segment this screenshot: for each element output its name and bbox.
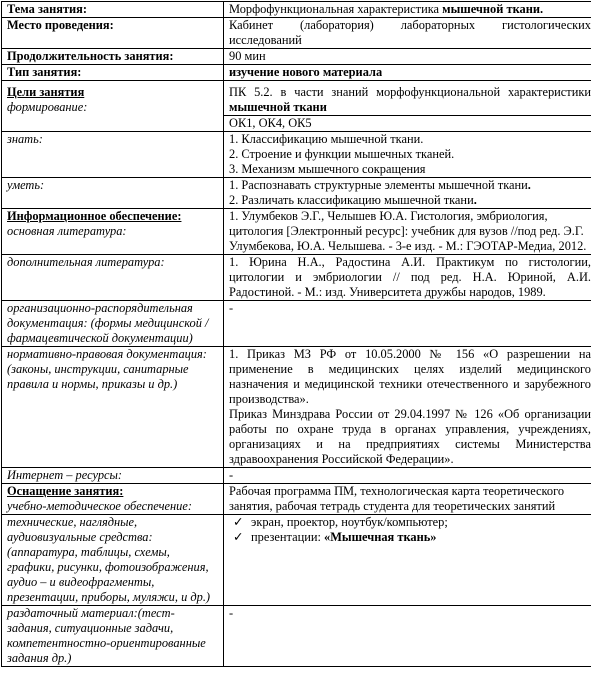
row-handout: [2, 606, 591, 667]
check-icon: ✓: [233, 530, 244, 544]
skill-item-text: 2. Различать классификацию мышечной ткани: [229, 193, 474, 207]
competencies-value: ОК1, ОК4, ОК5: [224, 116, 591, 132]
know-item: 1. Классификацию мышечной ткани.: [229, 132, 424, 146]
skill-item-period: .: [473, 193, 477, 207]
extra-lit-value: 1. Юрина Н.А., Радостина А.И. Практикум по гистологии, цитологии и эмбриологии // под ред. Н.А. Юриной, А.И. Радостиной. - М.: изд. Университета дружбы народов, 1989.: [224, 255, 591, 301]
skill-item: [229, 193, 591, 208]
row-know: [2, 132, 591, 178]
tech-item-bold: «Мышечная ткань»: [324, 530, 437, 544]
row-norm-docs: [2, 347, 591, 468]
info-value: 1. Улумбеков Э.Г., Челышев Ю.А. Гистология, эмбриология, цитология [Электронный ресурс]: учебник для вузов //под ред. Э.Г. Улумбекова, Ю.А. Челышева. - 3-е изд. - М.: ГЭОТАР-Медиа, 2012.: [224, 209, 591, 255]
org-docs-label: организационно-распорядительная документация: (формы медицинской /фармацевтической документации): [2, 301, 224, 347]
row-tech: [2, 515, 591, 606]
tech-item: [229, 530, 591, 545]
place-label: Место проведения:: [2, 18, 224, 49]
tech-item-text: презентации:: [251, 530, 325, 544]
type-label: Тип занятия:: [2, 65, 224, 81]
row-goals: [2, 81, 591, 116]
topic-value-bold: мышечной ткани.: [442, 2, 544, 16]
goals-value: [224, 81, 591, 116]
row-topic: [2, 2, 591, 18]
topic-label: Тема занятия:: [2, 2, 224, 18]
norm-docs-item: 1. Приказ МЗ РФ от 10.05.2000 № 156 «О разрешении на применение в медицинских целях изделий медицинского назначения и медицинской техники отечественного и зарубежного производства».: [229, 347, 591, 406]
extra-lit-label: дополнительная литература:: [2, 255, 224, 301]
skill-item-period: .: [527, 178, 531, 192]
goals-value-bold: мышечной ткани: [229, 100, 327, 114]
lesson-plan-table: [1, 1, 591, 667]
info-label: Информационное обеспечение:: [7, 209, 182, 223]
row-org-docs: [2, 301, 591, 347]
internet-label: Интернет – ресурсы:: [2, 468, 224, 484]
know-item: 3. Механизм мышечного сокращения: [229, 162, 426, 176]
check-icon: ✓: [233, 515, 244, 529]
duration-label: Продолжительность занятия:: [2, 49, 224, 65]
place-value: Кабинет (лаборатория) лабораторных гистологических исследований: [224, 18, 591, 49]
row-internet: [2, 468, 591, 484]
row-extra-literature: [2, 255, 591, 301]
equipment-label-cell: [2, 484, 224, 515]
info-label-cell: [2, 209, 224, 255]
know-list: [224, 132, 591, 178]
info-sublabel: основная литература:: [7, 224, 127, 238]
topic-value-text: Морфофункциональная характеристика: [229, 2, 443, 16]
norm-docs-label: нормативно-правовая документация: (законы, инструкции, санитарные правила и нормы, приказы и др.): [2, 347, 224, 468]
skill-list: [224, 178, 591, 209]
internet-value: -: [224, 468, 591, 484]
row-duration: [2, 49, 591, 65]
tech-item: [229, 515, 591, 530]
handout-label: раздаточный материал:(тест-задания, ситуационные задачи, компетентностно-ориентированные задания др.): [2, 606, 224, 667]
tech-list: [224, 515, 591, 606]
handout-value: -: [224, 606, 591, 667]
equipment-label: Оснащение занятия:: [7, 484, 124, 498]
tech-label: технические, наглядные, аудиовизуальные средства: (аппаратура, таблицы, схемы, графики, рисунки, фотоизображения, аудио – и видеофрагменты, презентации, приборы, муляжи, и др.): [2, 515, 224, 606]
row-place: [2, 18, 591, 49]
row-info: [2, 209, 591, 255]
row-skill: [2, 178, 591, 209]
goals-sublabel: формирование:: [7, 100, 88, 114]
goals-label-cell: [2, 81, 224, 132]
skill-item-text: 1. Распознавать структурные элементы мышечной ткани: [229, 178, 528, 192]
skill-label: уметь:: [2, 178, 224, 209]
equipment-sublabel: учебно-методическое обеспечение:: [7, 499, 193, 513]
type-value: изучение нового материала: [224, 65, 591, 81]
know-item: 2. Строение и функции мышечных тканей.: [229, 147, 455, 161]
skill-item: [229, 178, 591, 193]
topic-value: [224, 2, 591, 18]
tech-item-text: экран, проектор, ноутбук/компьютер;: [251, 515, 448, 529]
org-docs-value: -: [224, 301, 591, 347]
goals-value-text: ПК 5.2. в части знаний морфофункциональной характеристики: [229, 85, 591, 99]
equipment-value: Рабочая программа ПМ, технологическая карта теоретического занятия, рабочая тетрадь студента для теоретических занятий: [224, 484, 591, 515]
norm-docs-item: Приказ Минздрава России от 29.04.1997 № 126 «Об организации работы по охране труда в органах управления, учреждениях, организациях и на предприятиях системы Министерства здравоохранения Российской Федерации».: [229, 407, 591, 466]
norm-docs-value: [224, 347, 591, 468]
row-type: [2, 65, 591, 81]
duration-value: 90 мин: [224, 49, 591, 65]
row-equipment: [2, 484, 591, 515]
know-label: знать:: [2, 132, 224, 178]
goals-label: Цели занятия: [7, 85, 85, 99]
